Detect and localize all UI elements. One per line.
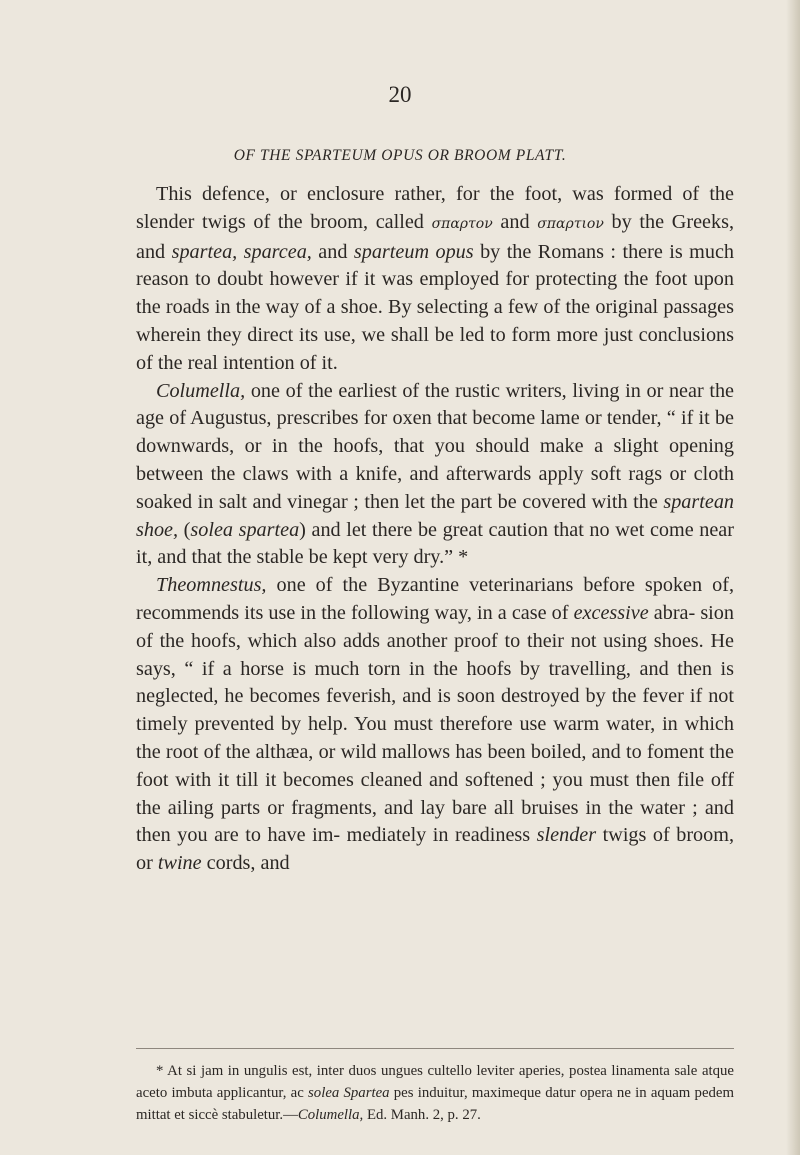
emphasis: excessive [573,601,649,624]
text-run: pes induitur, maximeque datur opera ne in aquam pedem mittat et siccè stabuletur.— [136,1085,734,1123]
footnote [136,1060,734,1126]
emphasis: slender [536,824,597,847]
text-run: one of the Byzantine veterinarians before spoken of, recommends its use in the following way, in a case of [136,574,734,624]
text-run: ) and let there be great caution that no wet come near it, and that the stable be kept very dry.” * [136,518,734,569]
text-run: by the Romans : there is much reason to doubt however if it was employed for protecting the foot upon the roads in the way of a shoe. By selecting a few of the original passages wherein they direct its use, we shall be led to form more just conclusions of the real intention of it. [136,240,734,374]
paragraph-1 [136,181,734,378]
page-number: 20 [388,82,412,107]
text-run: twigs of broom, or [136,824,734,875]
chapter-heading: OF THE SPARTEUM OPUS OR BROOM PLATT. [233,147,567,164]
latin-term: sparteum opus [353,240,474,263]
text-run: ( [178,518,191,541]
body-text [136,181,734,878]
paragraph-2 [136,378,734,573]
text-run: Ed. Manh. 2, p. 27. [363,1107,481,1123]
greek-word: σπαρτιον [537,215,604,232]
text-run: This defence, or enclosure rather, for the foot, was formed of the slender twigs of the broom, called [136,183,734,233]
emphasis: spartean shoe, [136,490,734,541]
text-run: abra- sion of the hoofs, which also adds another proof to their not using shoes. He says, “ if a horse is much torn in the hoofs by travelling, and then is neglected, he becomes feverish, and is soon destroyed by the fever if not timely prevented by help. You must therefore use warm water, in which the root of the althæa, or wild mallows has been boiled, and to foment the foot with it till it becomes cleaned and softened ; you must then file off the ailing parts or fragments, and lay bare all bruises in the water ; and then you are to have im- mediately in readiness [136,601,734,847]
greek-word: σπαρτον [431,215,493,232]
text-run: and [311,240,354,263]
text-run: one of the earliest of the rustic writers, living in or near the age of Augustus, prescribes for oxen that become lame or tender, “ if it be downwards, or in the hoofs, that you should make a slight opening between the claws with a knife, and afterwards apply soft rags or cloth soaked in salt and vinegar ; then let the part be covered with the [136,379,734,513]
text-run: * At si jam in ungulis est, inter duos ungues cultello leviter aperies, postea linamenta sale atque aceto imbuta applicantur, ac [136,1063,734,1101]
text-run: by the Greeks, and [136,210,734,263]
footnote-divider [136,1048,734,1049]
latin-term: spartea, sparcea, [171,240,312,263]
text-run: cords, and [201,852,290,875]
emphasis: twine [157,852,202,875]
latin-term: solea Spartea [308,1085,390,1101]
author-name: Theomnestus, [156,574,267,597]
text-run: and [492,210,538,233]
author-name: Columella, [156,379,246,402]
page-edge-shadow [786,0,800,1155]
latin-term: solea spartea [190,518,300,541]
paragraph-3 [136,572,734,878]
author-name: Columella, [297,1107,364,1123]
